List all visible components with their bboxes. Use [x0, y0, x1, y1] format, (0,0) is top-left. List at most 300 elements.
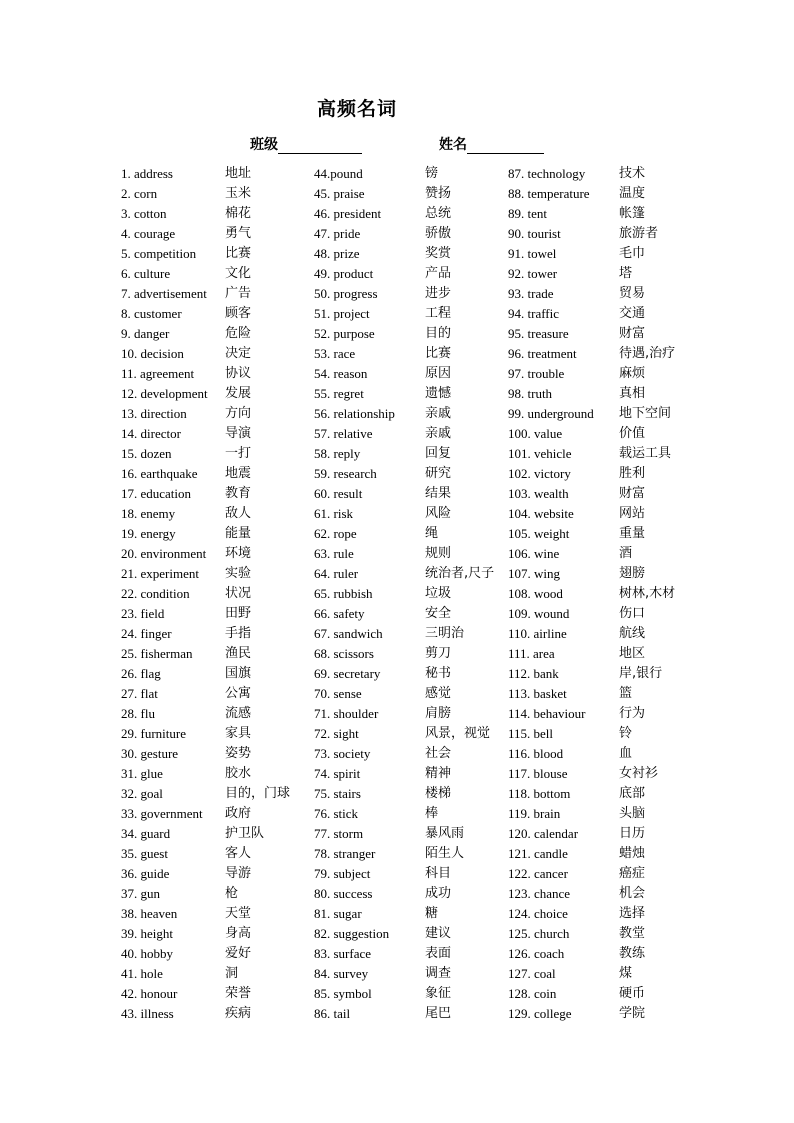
english-word: 94. traffic [508, 306, 560, 321]
chinese-meaning: 旅游者 [619, 226, 659, 241]
english-word: 13. direction [121, 406, 187, 421]
chinese-meaning: 姿势 [225, 746, 252, 761]
name-blank-line[interactable] [467, 138, 544, 154]
vocab-row [121, 204, 252, 224]
chinese-meaning: 发展 [225, 386, 252, 401]
english-word: 58. reply [314, 446, 361, 461]
student-info-bar [0, 134, 794, 156]
class-label: 班级 [250, 138, 278, 153]
vocab-row [508, 304, 646, 324]
chinese-meaning: 帐篷 [619, 206, 646, 221]
chinese-meaning: 护卫队 [225, 826, 265, 841]
vocab-row [508, 244, 646, 264]
chinese-meaning: 血 [619, 746, 633, 761]
english-word: 56. relationship [314, 406, 395, 421]
chinese-meaning: 伤口 [619, 606, 646, 621]
english-word: 83. surface [314, 946, 372, 961]
vocab-row [121, 764, 252, 784]
chinese-meaning: 学院 [619, 1006, 646, 1021]
english-word: 109. wound [508, 606, 570, 621]
english-word: 108. wood [508, 586, 563, 601]
vocab-row [121, 384, 252, 404]
chinese-meaning: 调查 [425, 966, 452, 981]
english-word: 32. goal [121, 786, 163, 801]
vocab-row [508, 704, 646, 724]
vocab-row [121, 664, 252, 684]
vocab-row [121, 824, 265, 844]
english-word: 9. danger [121, 326, 170, 341]
chinese-meaning: 煤 [619, 966, 633, 981]
english-word: 90. tourist [508, 226, 561, 241]
english-word: 33. government [121, 806, 203, 821]
vocab-row [121, 804, 252, 824]
vocab-row [121, 624, 252, 644]
english-word: 60. result [314, 486, 363, 501]
chinese-meaning: 敌人 [225, 506, 252, 521]
chinese-meaning: 网站 [619, 506, 646, 521]
chinese-meaning: 毛巾 [619, 246, 646, 261]
vocab-row [121, 484, 252, 504]
vocab-row [508, 204, 646, 224]
vocab-row [314, 244, 452, 264]
chinese-meaning: 镑 [425, 166, 439, 181]
english-word: 68. scissors [314, 646, 374, 661]
vocab-row [314, 784, 452, 804]
chinese-meaning: 待遇,治疗 [619, 346, 676, 361]
chinese-meaning: 楼梯 [425, 786, 452, 801]
vocab-row [508, 604, 646, 624]
english-word: 54. reason [314, 366, 368, 381]
chinese-meaning: 手指 [225, 626, 252, 641]
chinese-meaning: 广告 [225, 286, 252, 301]
vocab-row [121, 584, 252, 604]
word-column-2 [314, 164, 495, 1024]
vocab-row [121, 304, 252, 324]
english-word: 40. hobby [121, 946, 173, 961]
chinese-meaning: 胜利 [619, 466, 646, 481]
chinese-meaning: 教练 [619, 946, 646, 961]
english-word: 27. flat [121, 686, 158, 701]
english-word: 117. blouse [508, 766, 568, 781]
chinese-meaning: 棒 [425, 806, 439, 821]
english-word: 79. subject [314, 866, 371, 881]
vocab-row [314, 724, 491, 744]
chinese-meaning: 绳 [425, 526, 439, 541]
vocab-row [121, 964, 239, 984]
vocab-row [508, 884, 646, 904]
english-word: 44.pound [314, 166, 363, 181]
vocab-row [508, 624, 646, 644]
chinese-meaning: 风景，视觉 [425, 726, 491, 741]
vocab-row [508, 764, 659, 784]
english-word: 120. calendar [508, 826, 579, 841]
english-word: 124. choice [508, 906, 568, 921]
english-word: 86. tail [314, 1006, 351, 1021]
english-word: 19. energy [121, 526, 176, 541]
english-word: 50. progress [314, 286, 378, 301]
chinese-meaning: 载运工具 [619, 446, 672, 461]
english-word: 82. suggestion [314, 926, 390, 941]
chinese-meaning: 地址 [225, 166, 252, 181]
chinese-meaning: 顾客 [225, 306, 252, 321]
chinese-meaning: 感觉 [425, 686, 452, 701]
english-word: 74. spirit [314, 766, 361, 781]
chinese-meaning: 酒 [619, 546, 633, 561]
english-word: 51. project [314, 306, 370, 321]
vocab-row [314, 184, 452, 204]
chinese-meaning: 导游 [225, 866, 252, 881]
english-word: 71. shoulder [314, 706, 379, 721]
vocab-row [508, 1004, 646, 1024]
vocab-row [314, 844, 465, 864]
english-word: 110. airline [508, 626, 567, 641]
chinese-meaning: 危险 [225, 326, 252, 341]
chinese-meaning: 表面 [425, 946, 452, 961]
english-word: 62. rope [314, 526, 357, 541]
english-word: 116. blood [508, 746, 564, 761]
vocab-row [121, 464, 252, 484]
vocab-row [121, 884, 239, 904]
english-word: 8. customer [121, 306, 182, 321]
english-word: 70. sense [314, 686, 362, 701]
english-word: 85. symbol [314, 986, 372, 1001]
chinese-meaning: 决定 [225, 346, 252, 361]
chinese-meaning: 进步 [425, 286, 452, 301]
vocab-row [121, 504, 252, 524]
chinese-meaning: 赞扬 [425, 186, 452, 201]
vocab-row [508, 464, 646, 484]
chinese-meaning: 爱好 [225, 946, 252, 961]
chinese-meaning: 机会 [619, 886, 646, 901]
chinese-meaning: 温度 [619, 186, 646, 201]
english-word: 29. furniture [121, 726, 186, 741]
english-word: 99. underground [508, 406, 594, 421]
english-word: 118. bottom [508, 786, 571, 801]
english-word: 23. field [121, 606, 165, 621]
vocab-row [314, 584, 452, 604]
vocab-row [314, 644, 452, 664]
english-word: 25. fisherman [121, 646, 193, 661]
vocab-row [121, 344, 252, 364]
vocab-row [121, 904, 252, 924]
chinese-meaning: 垃圾 [425, 586, 452, 601]
english-word: 6. culture [121, 266, 171, 281]
vocab-row [121, 724, 252, 744]
chinese-meaning: 科目 [425, 866, 452, 881]
chinese-meaning: 一打 [225, 446, 252, 461]
vocab-row [314, 544, 452, 564]
chinese-meaning: 交通 [619, 306, 646, 321]
chinese-meaning: 尾巴 [425, 1006, 452, 1021]
vocab-row [508, 924, 646, 944]
english-word: 104. website [508, 506, 574, 521]
vocab-row [314, 484, 452, 504]
chinese-meaning: 结果 [425, 486, 452, 501]
vocab-row [508, 844, 646, 864]
vocab-row [314, 444, 452, 464]
vocab-row [314, 604, 452, 624]
english-word: 95. treasure [508, 326, 569, 341]
english-word: 107. wing [508, 566, 560, 581]
english-word: 91. towel [508, 246, 557, 261]
page-title: 高频名词 [316, 99, 397, 120]
chinese-meaning: 胶水 [225, 766, 252, 781]
english-word: 93. trade [508, 286, 554, 301]
chinese-meaning: 财富 [619, 326, 646, 341]
chinese-meaning: 疾病 [225, 1006, 252, 1021]
english-word: 128. coin [508, 986, 557, 1001]
vocab-row [508, 164, 646, 184]
chinese-meaning: 肩膀 [425, 706, 452, 721]
english-word: 98. truth [508, 386, 553, 401]
english-word: 65. rubbish [314, 586, 373, 601]
vocab-row [314, 1004, 452, 1024]
vocab-row [314, 164, 439, 184]
english-word: 43. illness [121, 1006, 174, 1021]
english-word: 21. experiment [121, 566, 199, 581]
vocab-row [314, 264, 452, 284]
english-word: 57. relative [314, 426, 373, 441]
vocab-row [508, 744, 633, 764]
english-word: 103. wealth [508, 486, 569, 501]
english-word: 12. development [121, 386, 208, 401]
english-word: 72. sight [314, 726, 359, 741]
english-word: 69. secretary [314, 666, 381, 681]
chinese-meaning: 原因 [425, 366, 452, 381]
english-word: 114. behaviour [508, 706, 586, 721]
vocab-row [314, 804, 439, 824]
chinese-meaning: 财富 [619, 486, 646, 501]
english-word: 31. glue [121, 766, 163, 781]
chinese-meaning: 三明治 [425, 626, 465, 641]
vocab-row [121, 224, 252, 244]
english-word: 3. cotton [121, 206, 167, 221]
vocab-row [314, 864, 452, 884]
english-word: 106. wine [508, 546, 560, 561]
vocab-row [508, 484, 646, 504]
chinese-meaning: 亲戚 [425, 406, 452, 421]
vocab-row [314, 884, 452, 904]
chinese-meaning: 回复 [425, 446, 452, 461]
english-word: 30. gesture [121, 746, 179, 761]
english-word: 52. purpose [314, 326, 375, 341]
english-word: 18. enemy [121, 506, 176, 521]
vocab-row [121, 244, 252, 264]
chinese-meaning: 勇气 [225, 226, 252, 241]
chinese-meaning: 教堂 [619, 926, 646, 941]
chinese-meaning: 价值 [619, 426, 646, 441]
english-word: 11. agreement [121, 366, 195, 381]
english-word: 122. cancer [508, 866, 568, 881]
chinese-meaning: 树林,木材 [619, 586, 676, 601]
english-word: 92. tower [508, 266, 558, 281]
chinese-meaning: 导演 [225, 426, 252, 441]
english-word: 61. risk [314, 506, 353, 521]
english-word: 48. prize [314, 246, 360, 261]
vocab-row [508, 584, 676, 604]
vocab-row [121, 864, 252, 884]
vocab-row [314, 564, 495, 584]
english-word: 63. rule [314, 546, 354, 561]
vocab-row [314, 944, 452, 964]
english-word: 123. chance [508, 886, 571, 901]
english-word: 45. praise [314, 186, 365, 201]
vocab-row [314, 984, 452, 1004]
chinese-meaning: 亲戚 [425, 426, 452, 441]
english-word: 119. brain [508, 806, 561, 821]
vocab-row [314, 464, 452, 484]
chinese-meaning: 总统 [425, 206, 452, 221]
english-word: 10. decision [121, 346, 184, 361]
english-word: 126. coach [508, 946, 565, 961]
vocab-row [508, 444, 672, 464]
vocab-row [314, 504, 452, 524]
vocab-row [314, 664, 452, 684]
english-word: 20. environment [121, 546, 207, 561]
vocab-row [508, 724, 633, 744]
vocab-row [508, 684, 633, 704]
english-word: 113. basket [508, 686, 567, 701]
chinese-meaning: 麻烦 [619, 366, 646, 381]
vocab-row [121, 404, 252, 424]
vocab-row [121, 444, 252, 464]
vocab-row [508, 644, 646, 664]
vocab-row [508, 664, 663, 684]
chinese-meaning: 秘书 [425, 666, 452, 681]
english-word: 49. product [314, 266, 374, 281]
chinese-meaning: 遗憾 [425, 386, 452, 401]
vocab-row [508, 384, 646, 404]
english-word: 17. education [121, 486, 192, 501]
chinese-meaning: 流感 [225, 706, 252, 721]
english-word: 125. church [508, 926, 570, 941]
english-word: 88. temperature [508, 186, 590, 201]
english-word: 77. storm [314, 826, 364, 841]
vocab-row [121, 704, 252, 724]
chinese-meaning: 头脑 [619, 806, 646, 821]
vocab-row [121, 544, 252, 564]
vocab-row [121, 924, 252, 944]
english-word: 16. earthquake [121, 466, 198, 481]
vocab-row [314, 224, 452, 244]
english-word: 39. height [121, 926, 173, 941]
chinese-meaning: 地区 [619, 646, 646, 661]
class-blank-line[interactable] [278, 138, 362, 154]
chinese-meaning: 文化 [225, 266, 252, 281]
chinese-meaning: 规则 [425, 546, 452, 561]
chinese-meaning: 天堂 [225, 906, 252, 921]
english-word: 4. courage [121, 226, 176, 241]
vocab-row [314, 344, 452, 364]
vocab-row [121, 844, 252, 864]
chinese-meaning: 教育 [225, 486, 252, 501]
vocab-row [314, 924, 452, 944]
english-word: 64. ruler [314, 566, 359, 581]
english-word: 37. gun [121, 886, 160, 901]
english-word: 73. society [314, 746, 371, 761]
english-word: 84. survey [314, 966, 369, 981]
chinese-meaning: 国旗 [225, 666, 252, 681]
english-word: 14. director [121, 426, 181, 441]
vocab-row [314, 364, 452, 384]
chinese-meaning: 目的 [425, 326, 452, 341]
vocab-row [121, 684, 252, 704]
vocab-row [508, 944, 646, 964]
vocab-row [508, 344, 676, 364]
vocab-row [314, 684, 452, 704]
vocab-row [508, 804, 646, 824]
chinese-meaning: 地下空间 [619, 406, 672, 421]
chinese-meaning: 建议 [425, 926, 452, 941]
english-word: 96. treatment [508, 346, 577, 361]
chinese-meaning: 环境 [225, 546, 252, 561]
vocab-row [314, 624, 465, 644]
english-word: 35. guest [121, 846, 168, 861]
english-word: 26. flag [121, 666, 161, 681]
chinese-meaning: 社会 [425, 746, 452, 761]
chinese-meaning: 比赛 [225, 246, 252, 261]
english-word: 102. victory [508, 466, 571, 481]
vocab-row [508, 404, 672, 424]
english-word: 55. regret [314, 386, 364, 401]
chinese-meaning: 剪刀 [425, 646, 452, 661]
chinese-meaning: 研究 [425, 466, 452, 481]
english-word: 59. research [314, 466, 377, 481]
english-word: 28. flu [121, 706, 155, 721]
chinese-meaning: 选择 [619, 906, 646, 921]
vocab-row [121, 744, 252, 764]
class-field [250, 134, 362, 154]
vocab-row [121, 324, 252, 344]
chinese-meaning: 枪 [225, 886, 239, 901]
english-word: 53. race [314, 346, 356, 361]
vocab-row [314, 964, 452, 984]
chinese-meaning: 地震 [225, 466, 252, 481]
english-word: 100. value [508, 426, 563, 441]
word-column-1 [121, 164, 291, 1024]
chinese-meaning: 翅膀 [619, 566, 646, 581]
chinese-meaning: 风险 [425, 506, 452, 521]
chinese-meaning: 协议 [225, 366, 252, 381]
chinese-meaning: 真相 [619, 386, 646, 401]
english-word: 2. corn [121, 186, 158, 201]
vocab-row [508, 864, 646, 884]
vocab-row [121, 184, 252, 204]
vocab-row [314, 424, 452, 444]
chinese-meaning: 能量 [225, 526, 252, 541]
english-word: 78. stranger [314, 846, 376, 861]
english-word: 41. hole [121, 966, 163, 981]
english-word: 80. success [314, 886, 373, 901]
chinese-meaning: 象征 [425, 986, 452, 1001]
word-column-3 [508, 164, 676, 1024]
vocab-row [121, 984, 252, 1004]
chinese-meaning: 贸易 [619, 286, 646, 301]
chinese-meaning: 状况 [225, 586, 252, 601]
chinese-meaning: 塔 [619, 266, 633, 281]
vocab-row [314, 824, 465, 844]
chinese-meaning: 方向 [225, 406, 252, 421]
vocab-row [121, 164, 252, 184]
vocab-row [508, 224, 659, 244]
vocab-row [508, 824, 646, 844]
chinese-meaning: 安全 [425, 606, 452, 621]
vocab-row [314, 304, 452, 324]
chinese-meaning: 行为 [619, 706, 646, 721]
english-word: 105. weight [508, 526, 570, 541]
chinese-meaning: 癌症 [619, 866, 646, 881]
chinese-meaning: 荣誉 [225, 986, 252, 1001]
